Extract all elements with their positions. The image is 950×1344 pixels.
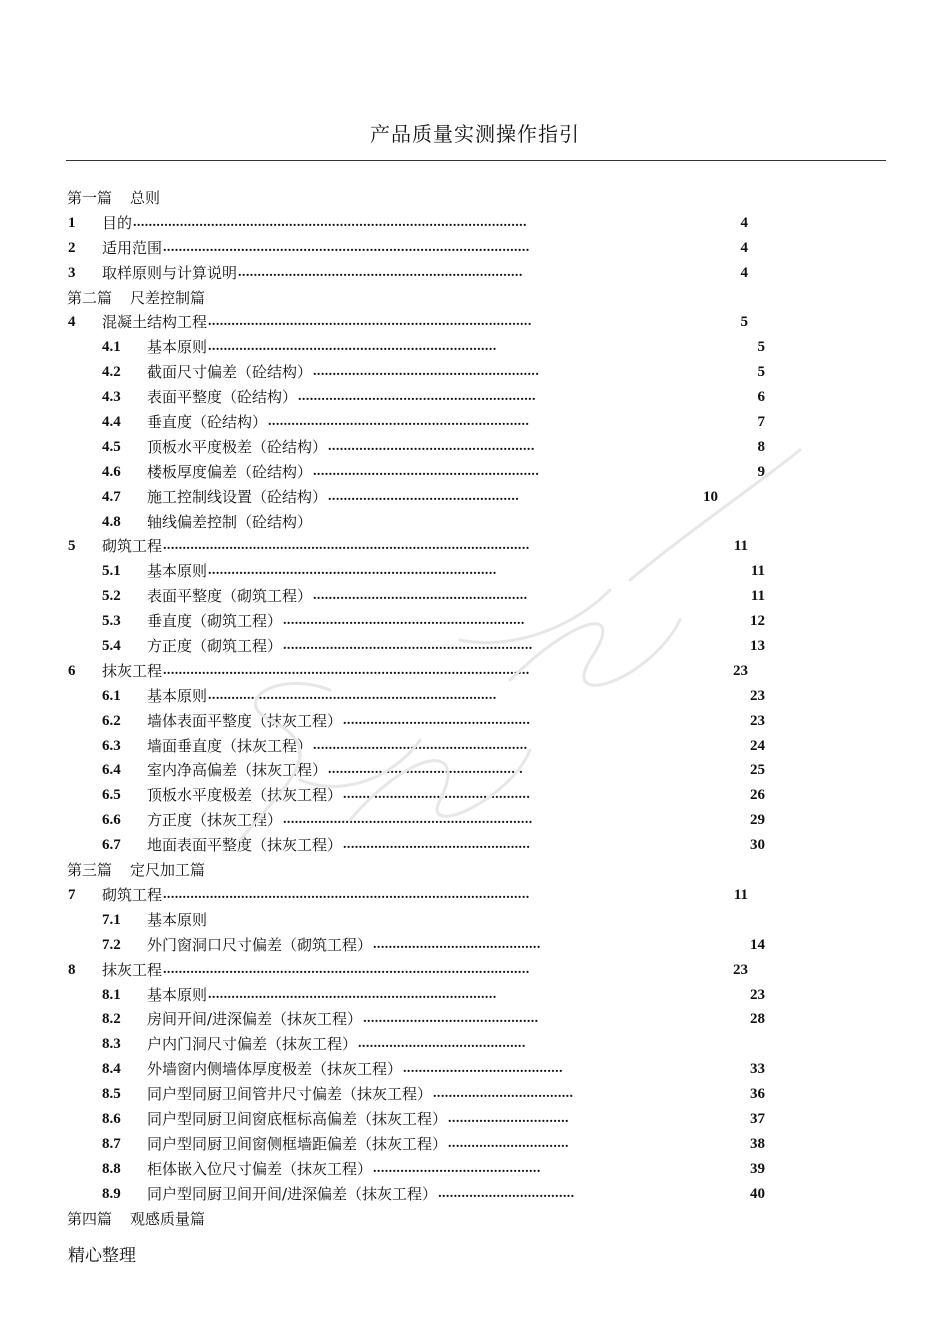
entry-title: 同户型同厨卫间窗底框标高偏差（抹灰工程） [147, 1109, 448, 1128]
part-heading-text [67, 186, 160, 211]
toc-section-entry [0, 808, 950, 833]
entry-page-number: 5 [740, 314, 748, 331]
dot-leader: .............................................................................................. [163, 538, 530, 554]
entry-page-number: 4 [740, 239, 748, 256]
toc-section-entry [0, 1157, 950, 1182]
entry-title: 顶板水平度极差（抹灰工程） [147, 786, 343, 805]
entry-title: 墙面垂直度（抹灰工程） [147, 736, 313, 755]
entry-title: 基本原则 [147, 985, 208, 1004]
toc-section-entry [0, 385, 950, 410]
toc-section-entry [0, 1107, 950, 1132]
entry-page-number: 8 [757, 438, 765, 455]
toc-section-entry [0, 584, 950, 609]
toc-chapter-entry [0, 211, 950, 236]
entry-number: 8.9 [102, 1185, 121, 1202]
part-label: 第三篇 [67, 861, 113, 880]
part-name: 总则 [130, 189, 161, 207]
entry-page-number: 38 [750, 1135, 765, 1152]
dot-leader: .......................................................... [313, 463, 540, 479]
toc-part-heading [0, 858, 950, 883]
part-label: 第二篇 [67, 288, 113, 307]
dot-leader: ....................................................... [313, 588, 528, 604]
entry-page-number: 36 [750, 1086, 765, 1103]
dot-leader: ..................................................................................................... [133, 214, 527, 230]
dot-leader: ............................................................. [298, 389, 536, 405]
entry-page-number: 39 [750, 1160, 765, 1177]
entry-page-number: 23 [750, 687, 765, 704]
entry-number: 4.8 [102, 513, 121, 530]
entry-page-number: 5 [757, 364, 765, 381]
entry-number: 7.2 [102, 936, 121, 953]
entry-title: 适用范围 [102, 238, 163, 257]
dot-leader: .............................................................................................. [163, 886, 530, 902]
toc-part-heading [0, 1207, 950, 1232]
dot-leader: ................................................. [328, 488, 520, 504]
toc-chapter-entry [0, 261, 950, 286]
part-name: 观感质量篇 [130, 1209, 206, 1228]
toc-section-entry [0, 485, 950, 510]
toc-chapter-entry [0, 659, 950, 684]
entry-page-number: 37 [750, 1110, 765, 1127]
dot-leader: ................................................ [343, 712, 531, 728]
toc-section-entry [0, 908, 950, 933]
toc-section-entry [0, 360, 950, 385]
entry-title: 抹灰工程 [102, 960, 163, 979]
entry-title: 表面平整度（砌筑工程） [147, 587, 313, 606]
entry-page-number: 5 [757, 339, 765, 356]
entry-page-number: 23 [750, 986, 765, 1003]
entry-number: 8.2 [102, 1011, 121, 1028]
entry-page-number: 23 [733, 961, 748, 978]
part-heading-text [67, 858, 205, 883]
entry-number: 7 [68, 886, 76, 903]
toc-chapter-entry [0, 534, 950, 559]
entry-number: 6.7 [102, 837, 121, 854]
toc-section-entry [0, 933, 950, 958]
entry-number: 6.2 [102, 712, 121, 729]
entry-title: 墙体表面平整度（抹灰工程） [147, 711, 343, 730]
dot-leader: ......................................................................... [238, 264, 523, 280]
entry-number: 5.2 [102, 588, 121, 605]
toc-section-entry [0, 1057, 950, 1082]
entry-title: 同户型同厨卫间管井尺寸偏差（抹灰工程） [147, 1085, 433, 1104]
dot-leader: ................................................ [343, 837, 531, 853]
entry-title: 基本原则 [147, 686, 208, 705]
toc-section-entry [0, 783, 950, 808]
entry-page-number: 7 [757, 414, 765, 431]
entry-page-number: 33 [750, 1061, 765, 1078]
part-heading-text [67, 1207, 205, 1232]
entry-title: 抹灰工程 [102, 661, 163, 680]
dot-leader: .......................................................................... [208, 986, 497, 1002]
entry-number: 5.1 [102, 563, 121, 580]
entry-page-number: 23 [750, 712, 765, 729]
dot-leader: .............................................................. [283, 613, 525, 629]
dot-leader: ............................... [448, 1110, 569, 1126]
toc-section-entry [0, 734, 950, 759]
entry-page-number: 4 [740, 264, 748, 281]
dot-leader: .......................................................... [313, 364, 540, 380]
entry-page-number: 11 [750, 563, 765, 580]
entry-number: 8.1 [102, 986, 121, 1003]
entry-number: 6.6 [102, 812, 121, 829]
footer-note: 精心整理 [68, 1246, 136, 1266]
entry-page-number: 11 [733, 538, 748, 555]
entry-title: 方正度（抹灰工程） [147, 811, 283, 830]
entry-number: 6.1 [102, 687, 121, 704]
entry-page-number: 6 [757, 389, 765, 406]
part-name: 定尺加工篇 [130, 861, 206, 880]
entry-page-number: 24 [750, 737, 765, 754]
toc-part-heading [0, 286, 950, 311]
table-of-contents [0, 186, 950, 1231]
toc-section-entry [0, 609, 950, 634]
dot-leader: ................................................................................... [208, 314, 532, 330]
toc-section-entry [0, 758, 950, 783]
entry-page-number: 11 [750, 588, 765, 605]
toc-section-entry [0, 1032, 950, 1057]
dot-leader: ......................................... [403, 1061, 563, 1077]
entry-page-number: 40 [750, 1185, 765, 1202]
entry-title: 顶板水平度极差（砼结构） [147, 437, 328, 456]
part-label: 第一篇 [67, 189, 113, 207]
entry-title: 外门窗洞口尺寸偏差（砌筑工程） [147, 935, 373, 954]
entry-title: 方正度（砌筑工程） [147, 637, 283, 656]
entry-number: 5.3 [102, 613, 121, 630]
entry-number: 8.6 [102, 1110, 121, 1127]
entry-number: 8.5 [102, 1086, 121, 1103]
entry-number: 1 [68, 214, 76, 231]
entry-page-number: 28 [750, 1011, 765, 1028]
entry-number: 8.7 [102, 1135, 121, 1152]
entry-title: 轴线偏差控制（砼结构） [147, 512, 313, 531]
toc-section-entry [0, 435, 950, 460]
entry-number: 8.3 [102, 1036, 121, 1053]
dot-leader: ........................................... [373, 936, 541, 952]
entry-number: 8 [68, 961, 76, 978]
entry-page-number: 29 [750, 812, 765, 829]
entry-page-number: 10 [703, 488, 718, 505]
entry-title: 基本原则 [147, 562, 208, 581]
entry-title: 地面表面平整度（抹灰工程） [147, 836, 343, 855]
dot-leader: .......................................................................... [208, 687, 497, 703]
entry-title: 外墙窗内侧墙体厚度极差（抹灰工程） [147, 1060, 403, 1079]
toc-section-entry [0, 684, 950, 709]
entry-number: 8.8 [102, 1160, 121, 1177]
dot-leader: .............................................................................................. [163, 239, 530, 255]
toc-section-entry [0, 410, 950, 435]
dot-leader: ........................................... [373, 1160, 541, 1176]
dot-leader: ................................................ [343, 787, 531, 803]
entry-page-number: 26 [750, 787, 765, 804]
entry-number: 2 [68, 239, 76, 256]
entry-title: 施工控制线设置（砼结构） [147, 487, 328, 506]
dot-leader: .......................................................................... [208, 339, 497, 355]
toc-section-entry [0, 1182, 950, 1207]
entry-number: 8.4 [102, 1061, 121, 1078]
entry-number: 4 [68, 314, 76, 331]
dot-leader: .............................................................................................. [163, 961, 530, 977]
entry-title: 户内门洞尺寸偏差（抹灰工程） [147, 1035, 358, 1054]
entry-title: 同户型同厨卫间开间/进深偏差（抹灰工程） [147, 1184, 438, 1203]
part-label: 第四篇 [67, 1209, 113, 1228]
dot-leader: .............................................................................................. [163, 662, 530, 678]
entry-title: 砌筑工程 [102, 885, 163, 904]
toc-part-heading [0, 186, 950, 211]
toc-section-entry [0, 335, 950, 360]
dot-leader: ....................................................... [313, 737, 528, 753]
toc-chapter-entry [0, 958, 950, 983]
dot-leader: ..................................................... [328, 438, 535, 454]
entry-title: 表面平整度（砼结构） [147, 388, 298, 407]
entry-page-number: 9 [757, 463, 765, 480]
entry-number: 6.5 [102, 787, 121, 804]
entry-number: 4.1 [102, 339, 121, 356]
entry-title: 同户型同厨卫间窗侧框墙距偏差（抹灰工程） [147, 1134, 448, 1153]
entry-title: 截面尺寸偏差（砼结构） [147, 363, 313, 382]
entry-page-number: 14 [750, 936, 765, 953]
entry-title: 室内净高偏差（抹灰工程） [147, 761, 328, 780]
entry-title: 房间开间/进深偏差（抹灰工程） [147, 1010, 363, 1029]
entry-title: 柜体嵌入位尺寸偏差（抹灰工程） [147, 1159, 373, 1178]
entry-number: 5.4 [102, 638, 121, 655]
entry-title: 垂直度（砌筑工程） [147, 612, 283, 631]
entry-number: 3 [68, 264, 76, 281]
entry-number: 4.6 [102, 463, 121, 480]
entry-number: 6.3 [102, 737, 121, 754]
entry-number: 7.1 [102, 911, 121, 928]
entry-title: 目的 [102, 213, 133, 232]
dot-leader: .......................................................................... [208, 563, 497, 579]
toc-section-entry [0, 1132, 950, 1157]
entry-page-number: 12 [750, 613, 765, 630]
entry-title: 楼板厚度偏差（砼结构） [147, 462, 313, 481]
entry-number: 6 [68, 662, 76, 679]
toc-chapter-entry [0, 236, 950, 261]
entry-title: 砌筑工程 [102, 537, 163, 556]
entry-title: 垂直度（砼结构） [147, 413, 268, 432]
toc-section-entry [0, 983, 950, 1008]
entry-title: 混凝土结构工程 [102, 313, 208, 332]
entry-number: 4.7 [102, 488, 121, 505]
toc-section-entry [0, 1007, 950, 1032]
toc-section-entry [0, 634, 950, 659]
toc-chapter-entry [0, 883, 950, 908]
entry-number: 5 [68, 538, 76, 555]
document-title: 产品质量实测操作指引 [370, 122, 580, 146]
entry-number: 4.3 [102, 389, 121, 406]
part-heading-text [67, 286, 205, 311]
entry-page-number: 13 [750, 638, 765, 655]
entry-title: 取样原则与计算说明 [102, 263, 238, 282]
dot-leader: ................................................................ [283, 638, 533, 654]
entry-number: 4.4 [102, 414, 121, 431]
dot-leader: .................................... [433, 1086, 574, 1102]
toc-section-entry [0, 559, 950, 584]
dot-leader: ............................................. [363, 1011, 539, 1027]
toc-section-entry [0, 1082, 950, 1107]
entry-page-number: 11 [733, 886, 748, 903]
entry-page-number: 23 [733, 662, 748, 679]
dot-leader: .................................................. [328, 762, 524, 778]
entry-title: 基本原则 [147, 910, 208, 929]
toc-section-entry [0, 833, 950, 858]
entry-number: 4.2 [102, 364, 121, 381]
entry-title: 基本原则 [147, 338, 208, 357]
dot-leader: ................................................................ [283, 812, 533, 828]
entry-page-number: 25 [750, 762, 765, 779]
toc-section-entry [0, 709, 950, 734]
dot-leader: ................................................................... [268, 414, 530, 430]
toc-chapter-entry [0, 310, 950, 335]
dot-leader: ................................... [438, 1185, 575, 1201]
entry-number: 6.4 [102, 762, 121, 779]
toc-section-entry [0, 460, 950, 485]
entry-number: 4.5 [102, 438, 121, 455]
title-divider [66, 160, 886, 161]
toc-section-entry [0, 510, 950, 535]
entry-page-number: 30 [750, 837, 765, 854]
dot-leader: ........................................... [358, 1036, 526, 1052]
entry-page-number: 4 [740, 214, 748, 231]
dot-leader: ............................... [448, 1135, 569, 1151]
part-name: 尺差控制篇 [130, 288, 206, 307]
